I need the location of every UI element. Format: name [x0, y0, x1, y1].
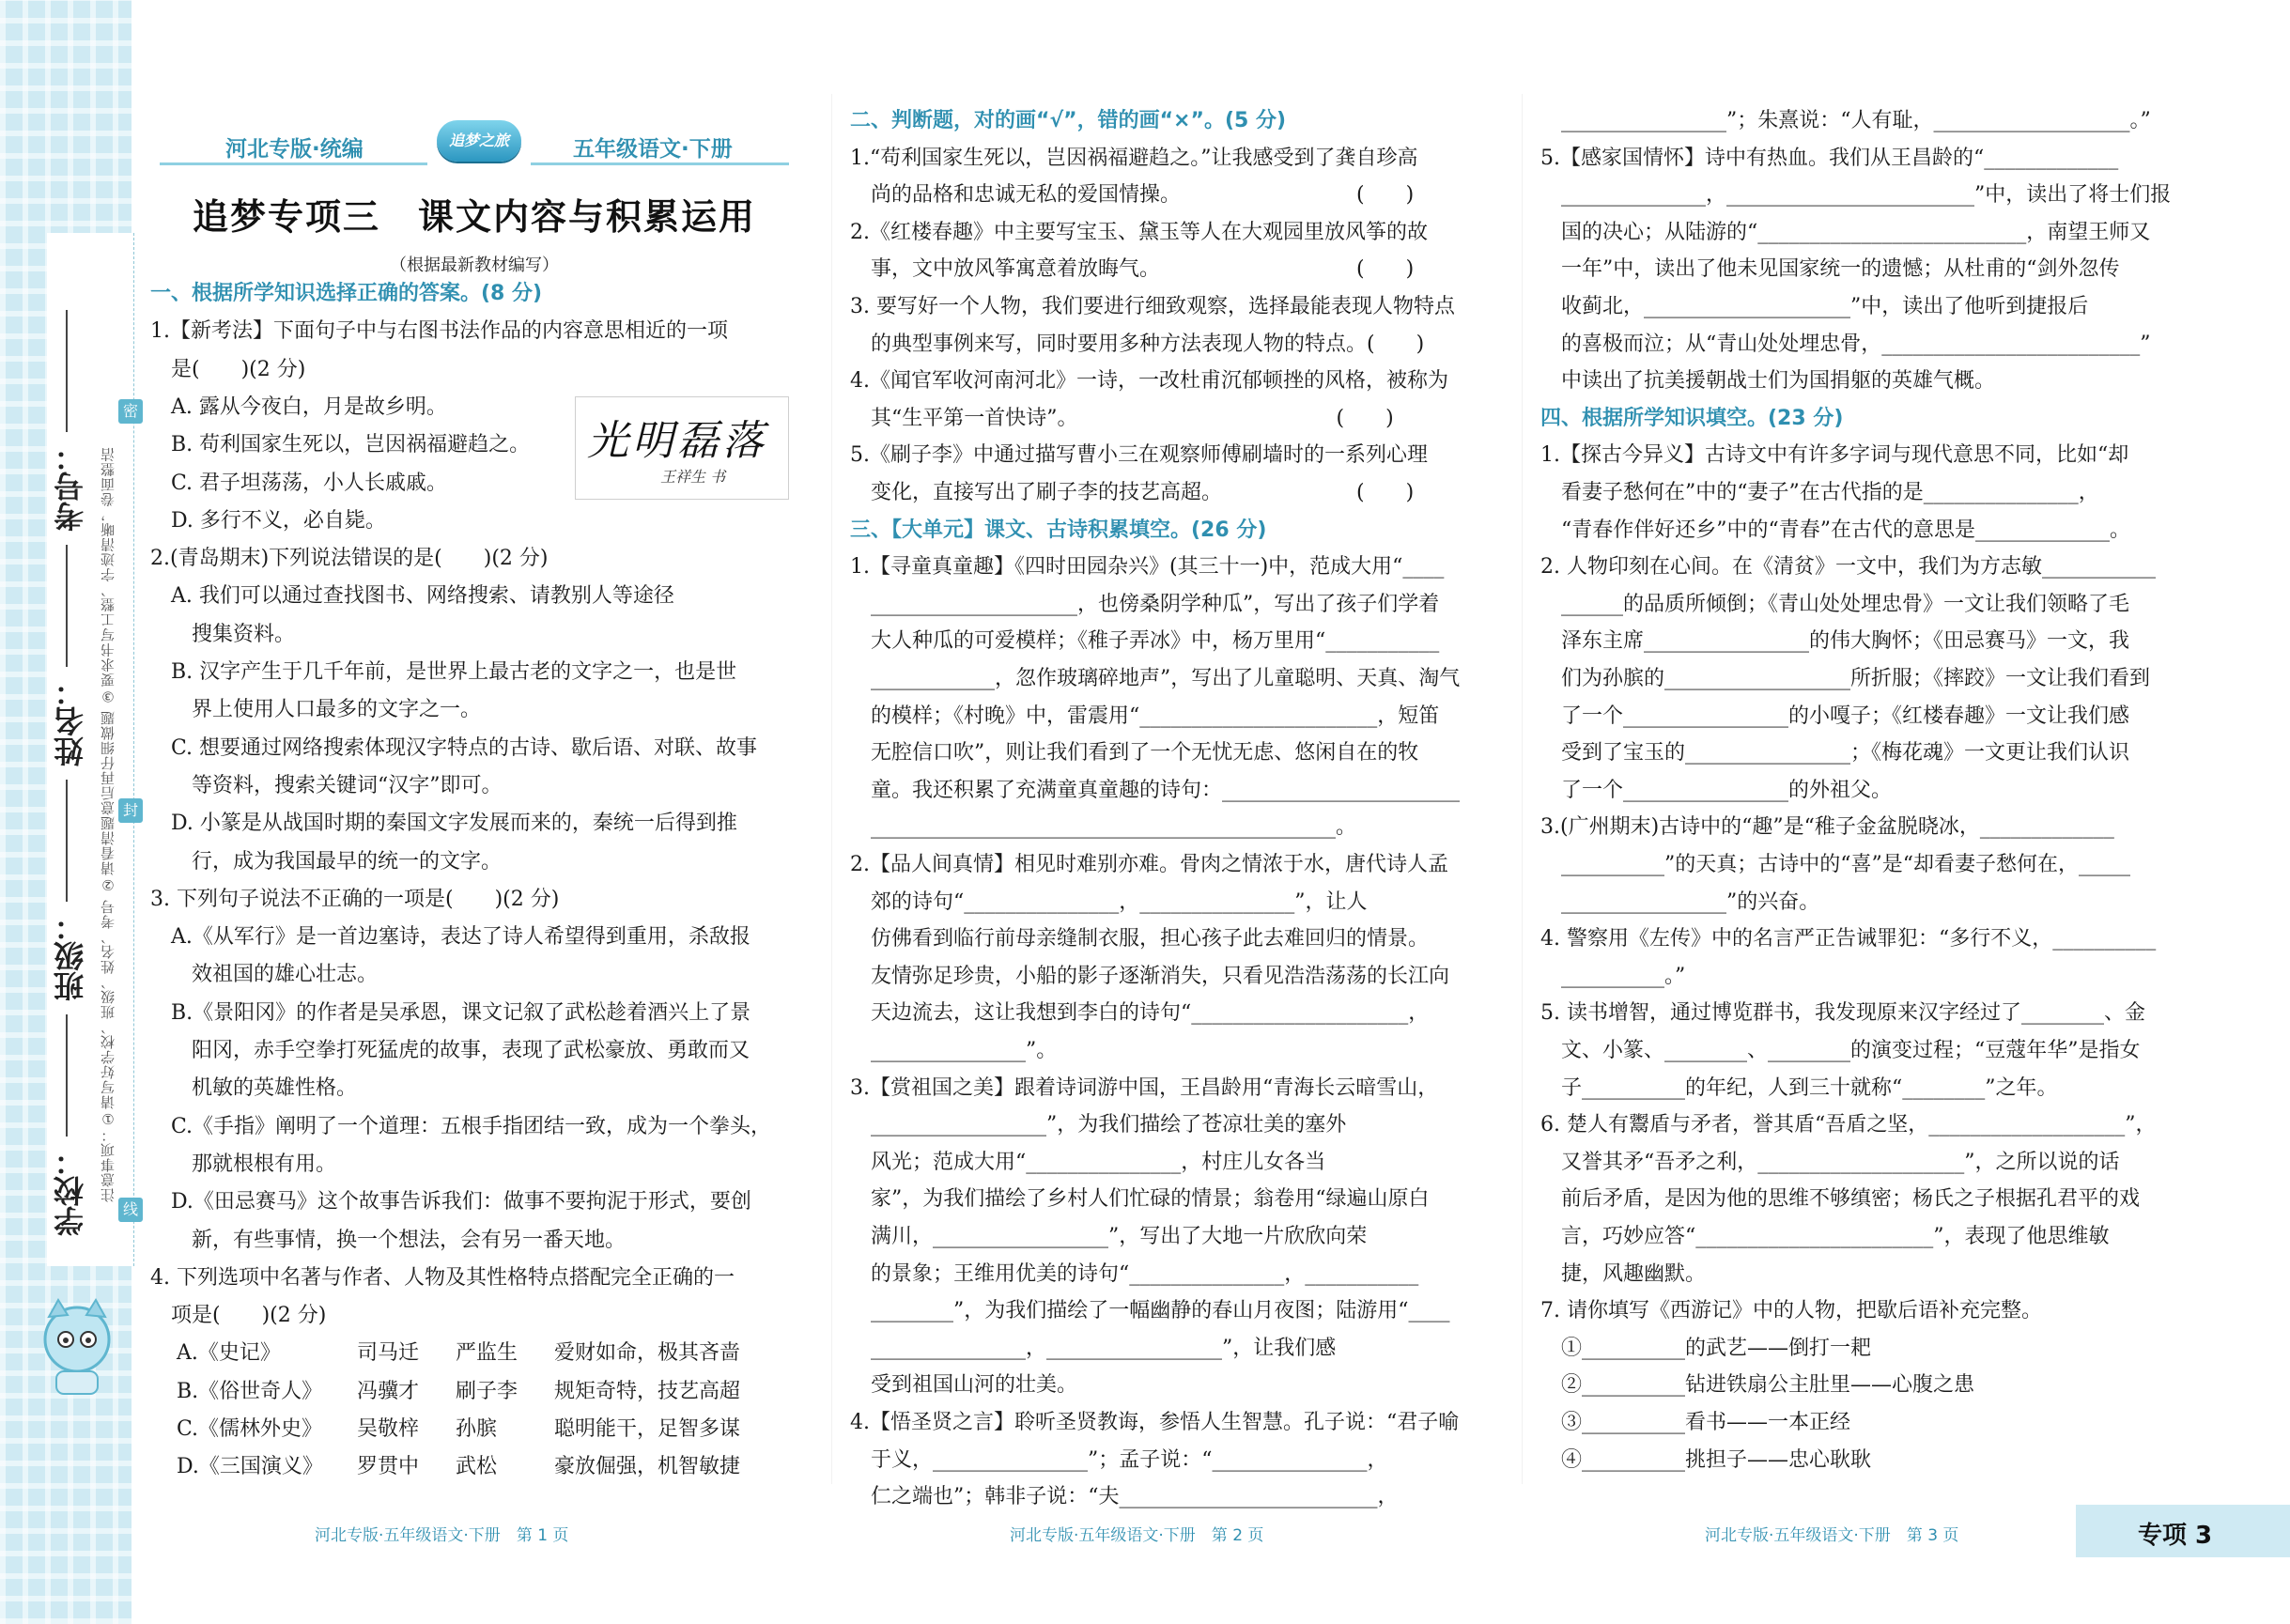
question-line: D. 多行不义，必自毙。	[150, 508, 386, 533]
question-line: 于义，_______________”；孟子说：“_______________，	[850, 1447, 1388, 1472]
question-line: __________”的天真；古诗中的“喜”是“却看妻子愁何在，_____	[1540, 853, 2130, 876]
question-line: D. 小篆是从战国时期的秦国文字发展而来的，秦统一后得到推	[150, 812, 737, 836]
question-line: 3. 要写好一个人物，我们要进行细致观察，选择最能表现人物特点	[850, 295, 1455, 318]
edition-label: 河北专版·统编	[225, 137, 364, 162]
question-line: 家”，为我们描绘了乡村人们忙碌的情景；翁卷用“绿遍山原白	[850, 1187, 1430, 1212]
question-line: 效祖国的雄心壮志。	[150, 963, 379, 987]
option-cell: A.《史记》	[177, 1341, 281, 1366]
question-line: 2.(青岛期末)下列说法错误的是( )(2 分)	[150, 547, 549, 571]
question-line: 3. 下列句子说法不正确的一项是( )(2 分)	[150, 887, 560, 911]
option-cell: 武松	[456, 1455, 498, 1479]
question-line: 的喜极而泣；从“青山处处埋忠骨，_________________________”	[1540, 332, 2151, 356]
question-line: 的景象；王维用优美的诗句“_______________，___________	[850, 1261, 1419, 1286]
question-line: 2.【品人间真情】相见时难别亦难。骨肉之情浓于水，唐代诗人孟	[850, 853, 1448, 876]
question-line: 的模样；《村晚》中，雷震用“_______________________，短笛	[850, 704, 1440, 728]
option-cell: 孙膑	[456, 1417, 498, 1441]
question-line: ②__________钻进铁扇公主肚里——心腹之患	[1540, 1373, 1975, 1398]
question-line: 机敏的英雄性格。	[150, 1076, 358, 1101]
seal-mark: 线	[118, 1198, 143, 1222]
question-line: 童。我还积累了充满童真童趣的诗句：_______________________	[850, 778, 1461, 802]
question-line: 搜集资料。	[150, 622, 296, 646]
question-line: A. 我们可以通过查找图书、网络搜索、请教别人等途径	[150, 584, 674, 609]
school-label: 学校：	[53, 1146, 88, 1236]
question-line: B. 苟利国家生死以，岂因祸福避趋之。	[150, 433, 531, 457]
question-line: D.《田忌赛马》这个故事告诉我们：做事不要拘泥于形式，要创	[150, 1190, 751, 1214]
question-line: 看妻子愁何在”中的“妻子”在古代指的是_______________，	[1540, 481, 2099, 504]
question-line: 中读出了抗美援朝战士们为国捐躯的英雄气概。	[1540, 369, 1996, 394]
question-line: _____________________________________________。	[850, 815, 1357, 840]
section-tag-label: 专项 3	[2138, 1522, 2213, 1550]
brand-badge: 追梦之旅	[437, 120, 521, 162]
option-cell: 吴敬梓	[357, 1417, 420, 1441]
question-line: 的典型事例来写，同时要用多种方法表现人物的特点。( )	[850, 332, 1425, 356]
calligraphy-text: 光明磊落	[587, 417, 767, 465]
question-line: 5. 读书增智，通过博览群书，我发现原来汉字经过了________、金	[1540, 1001, 2145, 1026]
option-cell: C.《儒林外史》	[177, 1417, 323, 1441]
header-rule	[160, 162, 427, 165]
question-line: 无腔信口吹”，则让我们看到了一个无忧无虑、悠闲自在的牧	[850, 741, 1419, 766]
header-rule	[531, 162, 789, 165]
question-line: 子__________的年纪，人到三十就称“________”之年。	[1540, 1075, 2058, 1100]
question-line: ____________________，也傍桑阴学种瓜”，写出了孩子们学着	[850, 592, 1440, 616]
question-line: 天边流去，这让我想到李白的诗句“_____________________，	[850, 1001, 1430, 1026]
question-line: 友情弥足珍贵，小船的影子逐渐消失，只看见浩浩荡荡的长江向	[850, 964, 1450, 988]
section-tag	[2076, 1505, 2290, 1557]
question-line: 等资料，搜索关键词“汉字”即可。	[150, 773, 503, 797]
question-line: 受到了宝玉的________________；《梅花魂》一文更让我们认识	[1540, 741, 2130, 766]
class-label: 班级：	[53, 911, 88, 1001]
question-line: 5.《刷子李》中通过描写曹小三在观察师傅刷墙时的一系列心理	[850, 443, 1428, 468]
section-heading: 四、根据所学知识填空。(23 分)	[1540, 406, 1844, 430]
option-cell: 罗贯中	[357, 1455, 420, 1479]
question-line: 是( )(2 分)	[150, 357, 306, 381]
seal-mark: 封	[118, 798, 143, 823]
question-line: 1.【探古今异义】古诗文中有许多字词与现代意思不同，比如“却	[1540, 443, 2129, 468]
question-line: ________________”；朱熹说：“人有耻，___________________。”	[1540, 109, 2151, 132]
question-line: 了一个________________的外祖父。	[1540, 778, 1893, 802]
binding-note: 注意事项：①请写好学校、班级、姓名、考号 ②请看清题意后再仔细做题 ③要求书写工整、字迹清晰，卷面整洁	[100, 446, 116, 1202]
question-line: 郊的诗句“_______________，_______________”，让人	[850, 889, 1368, 914]
option-cell: 爱财如命，极其吝啬	[554, 1341, 741, 1366]
question-line: ______的品质所倾倒；《青山处处埋忠骨》一文让我们领略了毛	[1540, 592, 2130, 616]
question-line: 4. 下列选项中名著与作者、人物及其性格特点搭配完全正确的一	[150, 1265, 735, 1290]
calligraphy-signature: 王祥生 书	[660, 468, 726, 486]
question-line: _________________”，为我们描绘了苍凉壮美的塞外	[850, 1113, 1347, 1137]
page-header	[160, 111, 789, 177]
section-heading: 二、判断题，对的画“√”，错的画“×”。(5 分)	[850, 109, 1287, 132]
question-line: C. 想要通过网络搜索体现汉字特点的古诗、歇后语、对联、故事	[150, 735, 758, 760]
column-divider	[1522, 94, 1523, 1484]
question-line: 前后矛盾，是因为他的思维不够缜密；杨氏之子根据孔君平的戏	[1540, 1187, 2141, 1212]
option-cell: 规矩奇特，技艺高超	[554, 1379, 741, 1403]
question-line: 又誉其矛“吾矛之利，____________________”，之所以说的话	[1540, 1150, 2120, 1174]
question-line: ________”，为我们描绘了一幅幽静的春山月夜图；陆游用“____	[850, 1299, 1450, 1323]
question-line: B.《景阳冈》的作者是吴承恩，课文记叙了武松趁着酒兴上了景	[150, 1000, 751, 1025]
grade-label: 五年级语文·下册	[573, 137, 733, 162]
question-line: 项是( )(2 分)	[150, 1304, 327, 1328]
question-line: 6. 楚人有鬻盾与矛者，誉其盾“吾盾之坚，___________________”，	[1540, 1113, 2157, 1137]
question-line: 其“生平第一首快诗”。 ( )	[850, 406, 1394, 430]
option-cell: 刷子李	[456, 1379, 518, 1403]
question-line: 仁之端也”；韩非子说：“夫_________________________，	[850, 1485, 1399, 1509]
question-line: 3.(广州期末)古诗中的“趣”是“稚子金盆脱晓冰，_____________	[1540, 815, 2114, 840]
name-line	[66, 545, 68, 667]
question-line: _______________”。	[850, 1039, 1058, 1062]
question-line: 事，文中放风筝寓意着放晦气。 ( )	[850, 257, 1415, 282]
question-line: 变化，直接写出了刷子李的技艺高超。 ( )	[850, 481, 1415, 504]
seal-mark: 密	[118, 399, 143, 424]
question-line: A. 露从今夜白，月是故乡明。	[150, 394, 447, 419]
section-heading: 一、根据所学知识选择正确的答案。(8 分)	[150, 282, 543, 305]
question-line: 仿佛看到临行前母亲缝制衣服，担心孩子此去难回归的情景。	[850, 927, 1430, 951]
question-line: 7. 请你填写《西游记》中的人物，把歇后语补充完整。	[1540, 1299, 2042, 1323]
option-cell: 豪放倔强，机智敏捷	[554, 1455, 741, 1479]
question-line: 文、小篆、________、________的演变过程；“豆蔻年华”是指女	[1540, 1039, 2141, 1062]
question-line: C.《手指》阐明了一个道理：五根手指团结一致，成为一个拳头，	[150, 1114, 772, 1138]
question-line: ______________，________________________”中，读出了将士们报	[1540, 183, 2172, 208]
question-line: 行，成为我国最早的统一的文字。	[150, 849, 503, 874]
exam-no-line	[66, 310, 68, 432]
question-line: 了一个________________的小嘎子；《红楼春趣》一文让我们感	[1540, 704, 2130, 728]
question-line: 受到祖国山河的壮美。	[850, 1373, 1078, 1398]
question-line: 捷，风趣幽默。	[1540, 1261, 1707, 1286]
question-line: “青春作伴好还乡”中的“青春”在古代的意思是_____________。	[1540, 518, 2130, 542]
question-line: 2.《红楼春趣》中主要写宝玉、黛玉等人在大观园里放风筝的故	[850, 220, 1428, 244]
name-label: 姓名：	[53, 676, 88, 766]
question-line: 泽东主席________________的伟大胸怀；《田忌赛马》一文，我	[1540, 629, 2130, 654]
question-line: B. 汉字产生于几千年前，是世界上最古老的文字之一，也是世	[150, 660, 737, 684]
question-line: _______________，_________________”，让我们感	[850, 1336, 1337, 1360]
question-line: 那就根根有用。	[150, 1152, 337, 1176]
question-line: 阳冈，赤手空拳打死猛虎的故事，表现了武松豪放、勇敢而又	[150, 1039, 750, 1062]
option-cell: D.《三国演义》	[177, 1455, 323, 1479]
option-cell: B.《俗世奇人》	[177, 1379, 323, 1403]
section-heading: 三、【大单元】课文、古诗积累填空。(26 分)	[850, 518, 1267, 542]
question-line: 4.《闻官军收河南河北》一诗，一改杜甫沉郁顿挫的风格，被称为	[850, 369, 1448, 394]
question-line: 国的决心；从陆游的“__________________________，南望王师又	[1540, 220, 2151, 244]
question-line: A.《从军行》是一首边塞诗，表达了诗人希望得到重用，杀敌报	[150, 925, 750, 950]
question-line: 一年”中，读出了他未见国家统一的遗憾；从杜甫的“剑外忽传	[1540, 257, 2120, 282]
page-footer: 河北专版·五年级语文·下册 第 1 页	[315, 1526, 569, 1545]
question-line: 3.【赏祖国之美】跟着诗词游中国，王昌龄用“青海长云暗雪山，	[850, 1075, 1439, 1100]
option-cell: 聪明能干，足智多谋	[554, 1417, 741, 1441]
question-line: 收蓟北，____________________”中，读出了他听到捷报后	[1540, 295, 2089, 318]
question-line: 尚的品格和忠诚无私的爱国情操。 ( )	[850, 183, 1415, 208]
question-line: 言，巧妙应答“_______________________”，表现了他思维敏	[1540, 1225, 2110, 1248]
question-line: ____________，忽作玻璃碎地声”，写出了儿童聪明、天真、淘气	[850, 667, 1461, 690]
question-line: 界上使用人口最多的文字之一。	[150, 698, 482, 722]
question-line: C. 君子坦荡荡，小人长戚戚。	[150, 471, 448, 495]
page-footer: 河北专版·五年级语文·下册 第 2 页	[1010, 1526, 1264, 1545]
question-line: ________________”的兴奋。	[1540, 889, 1820, 914]
school-line	[66, 1014, 68, 1137]
calligraphy-image	[575, 396, 789, 500]
question-line: 1.【新考法】下面句子中与右图书法作品的内容意思相近的一项	[150, 319, 728, 344]
question-line: __________。”	[1540, 964, 1686, 988]
question-line: 新，有些事情，换一个想法，会有另一番天地。	[150, 1228, 627, 1252]
option-cell: 冯骥才	[357, 1379, 420, 1403]
question-line: ④__________挑担子——忠心耿耿	[1540, 1447, 1872, 1472]
question-line: 1.“苟利国家生死以，岂因祸福避趋之。”让我感受到了龚自珍高	[850, 146, 1418, 170]
question-line: 1.【寻童真童趣】《四时田园杂兴》(其三十一)中，范成大用“____	[850, 555, 1445, 580]
page-title: 追梦专项三 课文内容与积累运用	[192, 196, 756, 238]
question-line: 满川，_________________”，写出了大地一片欣欣向荣	[850, 1225, 1368, 1248]
question-line: 们为孙膑的__________________所折服；《摔跤》一文让我们看到	[1540, 667, 2151, 690]
question-line: ①__________的武艺——倒打一耙	[1540, 1336, 1872, 1360]
question-line: 风光；范成大用“_______________，村庄儿女各当	[850, 1150, 1326, 1174]
option-cell: 司马迁	[357, 1341, 420, 1366]
question-line: 2. 人物印刻在心间。在《清贫》一文中，我们为方志敏___________	[1540, 555, 2156, 580]
mascot-icon	[30, 1294, 124, 1398]
question-line: ③__________看书——一本正经	[1540, 1411, 1851, 1434]
question-line: 4. 警察用《左传》中的名言严正告诫罪犯：“多行不义，__________	[1540, 927, 2157, 951]
column-divider	[831, 94, 832, 1484]
exam-no-label: 考号：	[53, 441, 88, 532]
option-cell: 严监生	[456, 1341, 518, 1366]
question-line: 大人种瓜的可爱模样；《稚子弄冰》中，杨万里用“___________	[850, 629, 1440, 654]
class-line	[66, 780, 68, 902]
page-footer: 河北专版·五年级语文·下册 第 3 页	[1705, 1526, 1959, 1545]
page-subtitle: （根据最新教材编写）	[390, 255, 559, 275]
question-line: 5.【感家国情怀】诗中有热血。我们从王昌龄的“_____________	[1540, 146, 2119, 170]
question-line: 4.【悟圣贤之言】聆听圣贤教诲，参悟人生智慧。孔子说：“君子喻	[850, 1411, 1460, 1434]
